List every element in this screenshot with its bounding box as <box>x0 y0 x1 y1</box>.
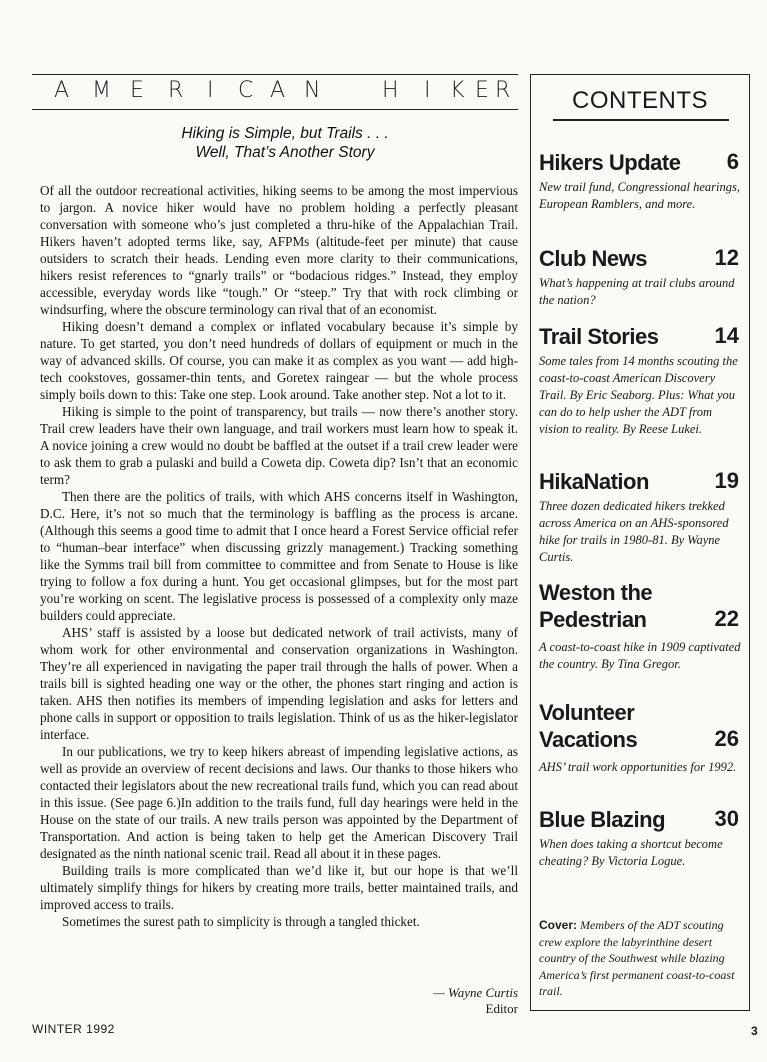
issue-date: WINTER 1992 <box>32 1022 115 1036</box>
entry-page-number: 12 <box>714 245 739 270</box>
entry-description: Some tales from 14 months scouting the coast-to-coast American Discovery Trail. By Eric Seaborg. Plus: What you can do to help usher the ADT from vision to reality. By Reese Lukei. <box>539 354 738 436</box>
headline-line: Well, That’s Another Story <box>195 144 375 161</box>
entry-page-number: 19 <box>714 468 739 493</box>
entry-page-number: 30 <box>714 806 739 831</box>
entry-title <box>539 245 741 272</box>
entry-page-number: 14 <box>714 323 739 348</box>
entry-title-line: Weston the <box>539 580 653 605</box>
entry-description: Three dozen dedicated hikers trekked across America on an AHS-sponsored hike for trails in 1980-81. By Wayne Curtis. <box>539 499 729 564</box>
contents-entry[interactable] <box>539 579 741 673</box>
masthead-letter: N <box>304 78 321 103</box>
article-paragraph: In our publications, we try to keep hikers abreast of impending legislative actions, as well as provide an overview of recent decisions and laws. Our thanks to those hikers who contacted their legislators about the new recreational trails fund, which you can read about in this issue. (See page 6.)In addition to the trails fund, full day hearings were held in the House on the state of our trails. A new trails person was appointed by the Department of Transportation. And action is being taken to help get the American Discovery Trail designated as the ninth national scenic trail. Read all about it in these pages. <box>40 744 518 861</box>
contents-entry[interactable] <box>539 323 741 438</box>
masthead <box>32 74 518 110</box>
masthead-letter: R <box>495 78 511 103</box>
masthead-letter: A <box>54 78 70 103</box>
entry-title-line: Trail Stories <box>539 324 659 349</box>
entry-title-line: Hikers Update <box>539 150 681 175</box>
signature-role: Editor <box>485 1001 518 1016</box>
masthead-letter: I <box>207 78 214 103</box>
masthead-letter: A <box>270 78 286 103</box>
entry-description: When does taking a shortcut become cheating? By Victoria Logue. <box>539 837 723 868</box>
entry-description: AHS’ trail work opportunities for 1992. <box>539 760 737 774</box>
entry-title-line: Pedestrian <box>539 607 647 632</box>
entry-title <box>539 468 741 495</box>
masthead-letter: C <box>238 78 254 103</box>
contents-entry[interactable] <box>539 245 741 309</box>
entry-title-line: Blue Blazing <box>539 807 666 832</box>
cover-label: Cover: <box>539 918 578 932</box>
article-paragraph: Hiking is simple to the point of transparency, but trails — now there’s another story. Trail crew leaders have their own language, and trail workers must learn how to speak it. A novice joining a crew would no doubt be baffled at the outset if a trail crew leader were to ask them to grab a pulaski and build a Coweta dip. Coweta dip? Isn’t that an economic term? <box>40 404 518 487</box>
entry-title <box>539 149 741 176</box>
masthead-letter: M <box>92 78 111 103</box>
article-paragraph: Building trails is more complicated than we’d like it, but our hope is that we’ll ultimately simplify things for hikers by creating more trails, better maintained trails, and improved access to trails. <box>40 863 518 912</box>
entry-page-number: 26 <box>714 726 739 751</box>
entry-title <box>539 699 741 753</box>
page-number: 3 <box>751 1024 758 1038</box>
masthead-letter: I <box>424 78 431 103</box>
masthead-letter: E <box>130 78 144 103</box>
contents-title: CONTENTS <box>572 87 708 114</box>
entry-title-line: HikaNation <box>539 469 649 494</box>
entry-title-line: Vacations <box>539 727 638 752</box>
entry-description: What’s happening at trail clubs around the nation? <box>539 276 735 307</box>
cover-caption <box>539 917 743 1000</box>
headline-line: Hiking is Simple, but Trails . . . <box>181 125 389 142</box>
article-paragraph: Sometimes the surest path to simplicity is through a tangled thicket. <box>62 914 420 929</box>
contents-divider <box>553 119 729 121</box>
entry-description: A coast-to-coast hike in 1909 captivated the country. By Tina Gregor. <box>539 640 741 671</box>
contents-entry[interactable] <box>539 149 741 213</box>
contents-entry[interactable] <box>539 699 741 776</box>
masthead-letter: H <box>382 78 399 103</box>
contents-entry[interactable] <box>539 806 741 870</box>
entry-title <box>539 806 741 833</box>
entry-title-line: Club News <box>539 246 647 271</box>
contents-entry[interactable] <box>539 468 741 566</box>
signature-name: — Wayne Curtis <box>433 985 518 1000</box>
entry-page-number: 22 <box>714 606 739 631</box>
article-headline <box>140 124 430 162</box>
cover-text: Members of the ADT scouting crew explore the labyrinthine desert country of the Southwest while blazing America’s first permanent coast-to-coast trail. <box>539 918 735 998</box>
editor-signature <box>360 985 518 1017</box>
article-paragraph: Then there are the politics of trails, with which AHS concerns itself in Washington, D.C. Here, it’s not so much that the terminology is baffling as the process is arcane. (Although this seems a good time to admit that I once heard a Forest Service official refer to “human–bear interface” when discussing grizzly management.) Tracking something like the Symms trail bill from committee to committee and from Senate to House is like trying to follow a fox during a hunt. You get occasional glimpses, but for the most part you’re working on scent. The legislative process is possessed of a complexity only maze builders could appreciate. <box>40 489 518 623</box>
entry-title <box>539 579 741 633</box>
article-paragraph: AHS’ staff is assisted by a loose but dedicated network of trail activists, many of whom work for other environmental and conservation organizations in Washington. They’re all experienced in navigating the paper trail through the halls of power. When a trails bill is sighted heading one way or the other, the phones start ringing and action is taken. AHS then notifies its members of impending legislation and asks for letters and phone calls in support or opposition to trails legislation. Think of us as the hiker-legislator interface. <box>40 625 518 742</box>
entry-description: New trail fund, Congressional hearings, European Ramblers, and more. <box>539 180 740 211</box>
masthead-letter: K <box>450 78 465 103</box>
article-body <box>40 182 518 930</box>
article-paragraph: Of all the outdoor recreational activities, hiking seems to be among the most impervious to jargon. A novice hiker would have no problem holding a perfectly pleasant conversation with someone who’s just completed a thru-hike of the Appalachian Trail. Hikers haven’t adopted terms like, say, AFPMs (altitude-feet per minute) that cause outsiders to scratch their heads. Lending even more clarity to their communications, hikers resist references to “gnarly trails” or “bodacious ridges.” Instead, they employ accessible, everyday words like “tough.” Or “steep.” Try that with rock climbing or windsurfing, where the obscure terminology can rival that of an economist. <box>40 183 518 317</box>
masthead-letter: R <box>168 78 184 103</box>
entry-title <box>539 323 741 350</box>
entry-title-line: Volunteer <box>539 700 635 725</box>
entry-page-number: 6 <box>726 149 739 174</box>
contents-sidebar <box>530 74 750 1011</box>
masthead-letter: E <box>475 78 489 103</box>
article-paragraph: Hiking doesn’t demand a complex or inflated vocabulary because it’s simple by nature. To get started, you don’t need hundreds of dollars of equipment or much in the way of advanced skills. Of course, you can make it as complex as you want — add high-tech cookstoves, gossamer-thin tents, and Goretex raingear — but the whole process simply boils down to this: Take one step. Look around. Take another step. Not a lot to it. <box>40 319 518 402</box>
